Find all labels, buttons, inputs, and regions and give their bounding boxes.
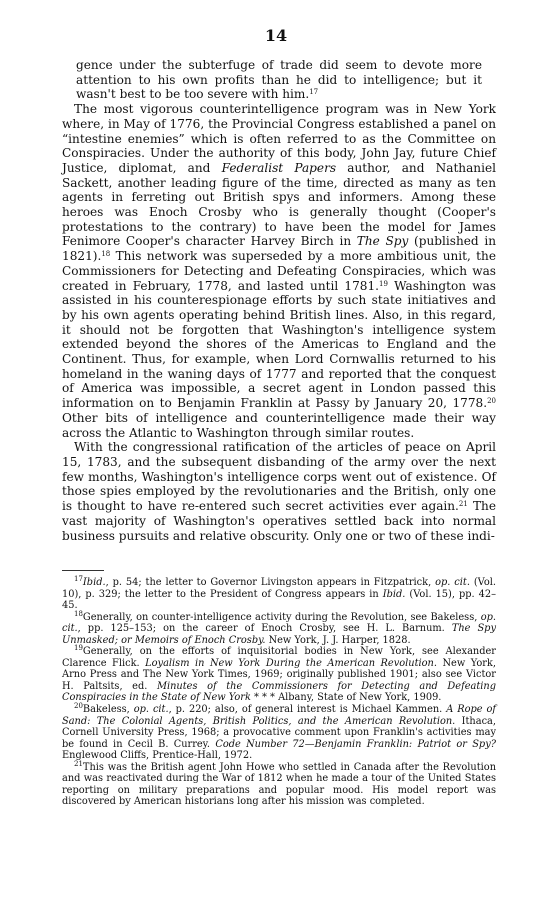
paragraph-continued (62, 58, 496, 102)
text-run: Ithaca, Cornell University Press, 1968; a provocative comment upon Franklin's activities may be found in Cecil B. Currey. (62, 715, 497, 750)
footnote-number: 19 (74, 644, 83, 653)
text-run: This network was superseded by a more ambitious unit, the Commissioners for Detecting and Defeating Conspiracies, which was created in February, 1778, and lasted until 1781. (62, 249, 496, 293)
text-run: Bakeless, (82, 704, 134, 716)
footnote-ref: 18 (101, 250, 111, 259)
footnote-number: 20 (74, 702, 83, 711)
text-run: , p. 54; the letter to Governor Livingston appears in Fitzpatrick, (105, 577, 436, 588)
paragraph-text: gence under the subterfuge of trade did seem to devote more attention to his own profits than he did to intelligence; but it wasn't best to be too severe with him. (76, 58, 482, 102)
text-run: * * * Albany, State of New York, 1909. (250, 692, 442, 704)
text-italic: The Spy Unmasked; or Memoirs of Enoch Crosby. (62, 623, 496, 646)
footnote-20 (62, 704, 496, 762)
text-run: Washington was assisted in his counterespionage efforts by such state initiatives and by his own agents operating behind British lines. Also, in this regard, it should not be forgotten that Washington's intelligence system extended beyond the shores of the Americas to England and the Continent. Thus, for example, when Lord Cornwallis returned to his homeland in the waning days of 1777 and reported that the conquest of America was impossible, a secret agent in London passed this information on to Benjamin Franklin at Passy by January 20, 1778. (62, 278, 496, 411)
footnotes (62, 577, 496, 808)
text-italic: op. cit. (62, 611, 496, 635)
footnote-divider (62, 570, 104, 571)
text-run: (Vol. 15), pp. 42–45. (62, 588, 496, 612)
text-run: (published in 1821). (62, 234, 496, 264)
text-run: The most vigorous counterintelligence program was in New York where, in May of 1776, the Provincial Congress established a panel on “intestine enemies” which is often referred to as the Committee on Conspiracies. Under the authority of this body, John Jay, future Chief Justice, diplomat, and (62, 102, 496, 175)
text-run: This was the British agent John Howe who settled in Canada after the Revolution and was reactivated during the War of 1812 when he made a tour of the United States reporting on military preparations and popular mood. His model report was discovered by American historians long after his mission was completed. (62, 761, 496, 808)
text-run: (Vol. 10), p. 329; the letter to the President of Congress appears in (62, 577, 496, 600)
paragraph-peace (62, 440, 496, 543)
text-italic: op. cit. (133, 704, 169, 716)
title-italic: Federalist Papers (221, 160, 337, 175)
footnote-ref: 20 (487, 397, 496, 406)
text-run: With the congressional ratification of the articles of peace on April 15, 1783, and the subsequent disbanding of the army over the next few months, Washington's intelligence corps went out of existence. Of those spies employed by the revolutionaries and the British, only one is thought to have re-entered such secret activities ever again. (62, 440, 496, 514)
footnote-ref: 17 (309, 88, 319, 97)
text-run: Other bits of intelligence and counterintelligence made their way across the Atlantic to Washington through similar routes. (62, 410, 496, 440)
text-italic: A Rope of Sand: The Colonial Agents, British Politics, and the American Revolution. (62, 704, 497, 727)
footnote-ref: 19 (379, 279, 388, 288)
footnote-17 (62, 577, 496, 612)
text-run: , pp. 125–153; on the career of Enoch Crosby, see H. L. Barnum. (77, 623, 452, 635)
text-run: New York, Arno Press and The New York Times, 1969; originally published 1901; also see Victor H. Paltsits, ed. (62, 657, 496, 692)
footnote-number: 21 (74, 759, 83, 768)
text-italic: Minutes of the Commissioners for Detecting and Defeating Conspiracies in the State of New York (62, 680, 496, 704)
text-run: author, and Nathaniel Sackett, another leading figure of the time, directed as many as ten agents in ferreting out British spys and informers. Among these heroes was Enoch Crosby who is generally thought (Cooper's protestations to the contrary) to have been the model for James Fenimore Cooper's character Harvey Birch in (62, 160, 496, 249)
text-italic: op. cit. (435, 577, 470, 588)
footnote-ref: 21 (458, 500, 468, 509)
text-run: , p. 220; also, of general interest is Michael Kammen. (168, 704, 447, 716)
footnote-21 (62, 759, 496, 808)
text-run: Englewood Cliffs, Prentice-Hall, 1972. (62, 750, 253, 762)
text-italic: Ibid. (82, 577, 106, 588)
title-italic: The Spy (356, 234, 409, 249)
page-number: 14 (264, 26, 288, 45)
text-italic: Loyalism in New York During the American Revolution. (145, 657, 437, 669)
text-run: Generally, on the efforts of inquisitorial bodies in New York, see Alexander Clarence Flick. (62, 646, 496, 669)
body-text (62, 58, 496, 543)
text-italic: Ibid. (382, 588, 406, 600)
footnote-number: 17 (74, 575, 83, 583)
footnote-18 (62, 609, 496, 647)
text-run: Generally, on counter-intelligence activity during the Revolution, see Bakeless, (82, 611, 481, 623)
text-italic: Code Number 72—Benjamin Franklin: Patriot or Spy? (215, 738, 496, 750)
text-run: New York, J. J. Harper, 1828. (265, 634, 411, 646)
footnote-number: 18 (74, 609, 83, 618)
paragraph-counterintelligence (62, 102, 496, 440)
footnote-19 (62, 646, 496, 704)
text-run: The vast majority of Washington's operatives settled back into normal business pursuits and relative obscurity. Only one or two of these indi- (62, 499, 496, 543)
